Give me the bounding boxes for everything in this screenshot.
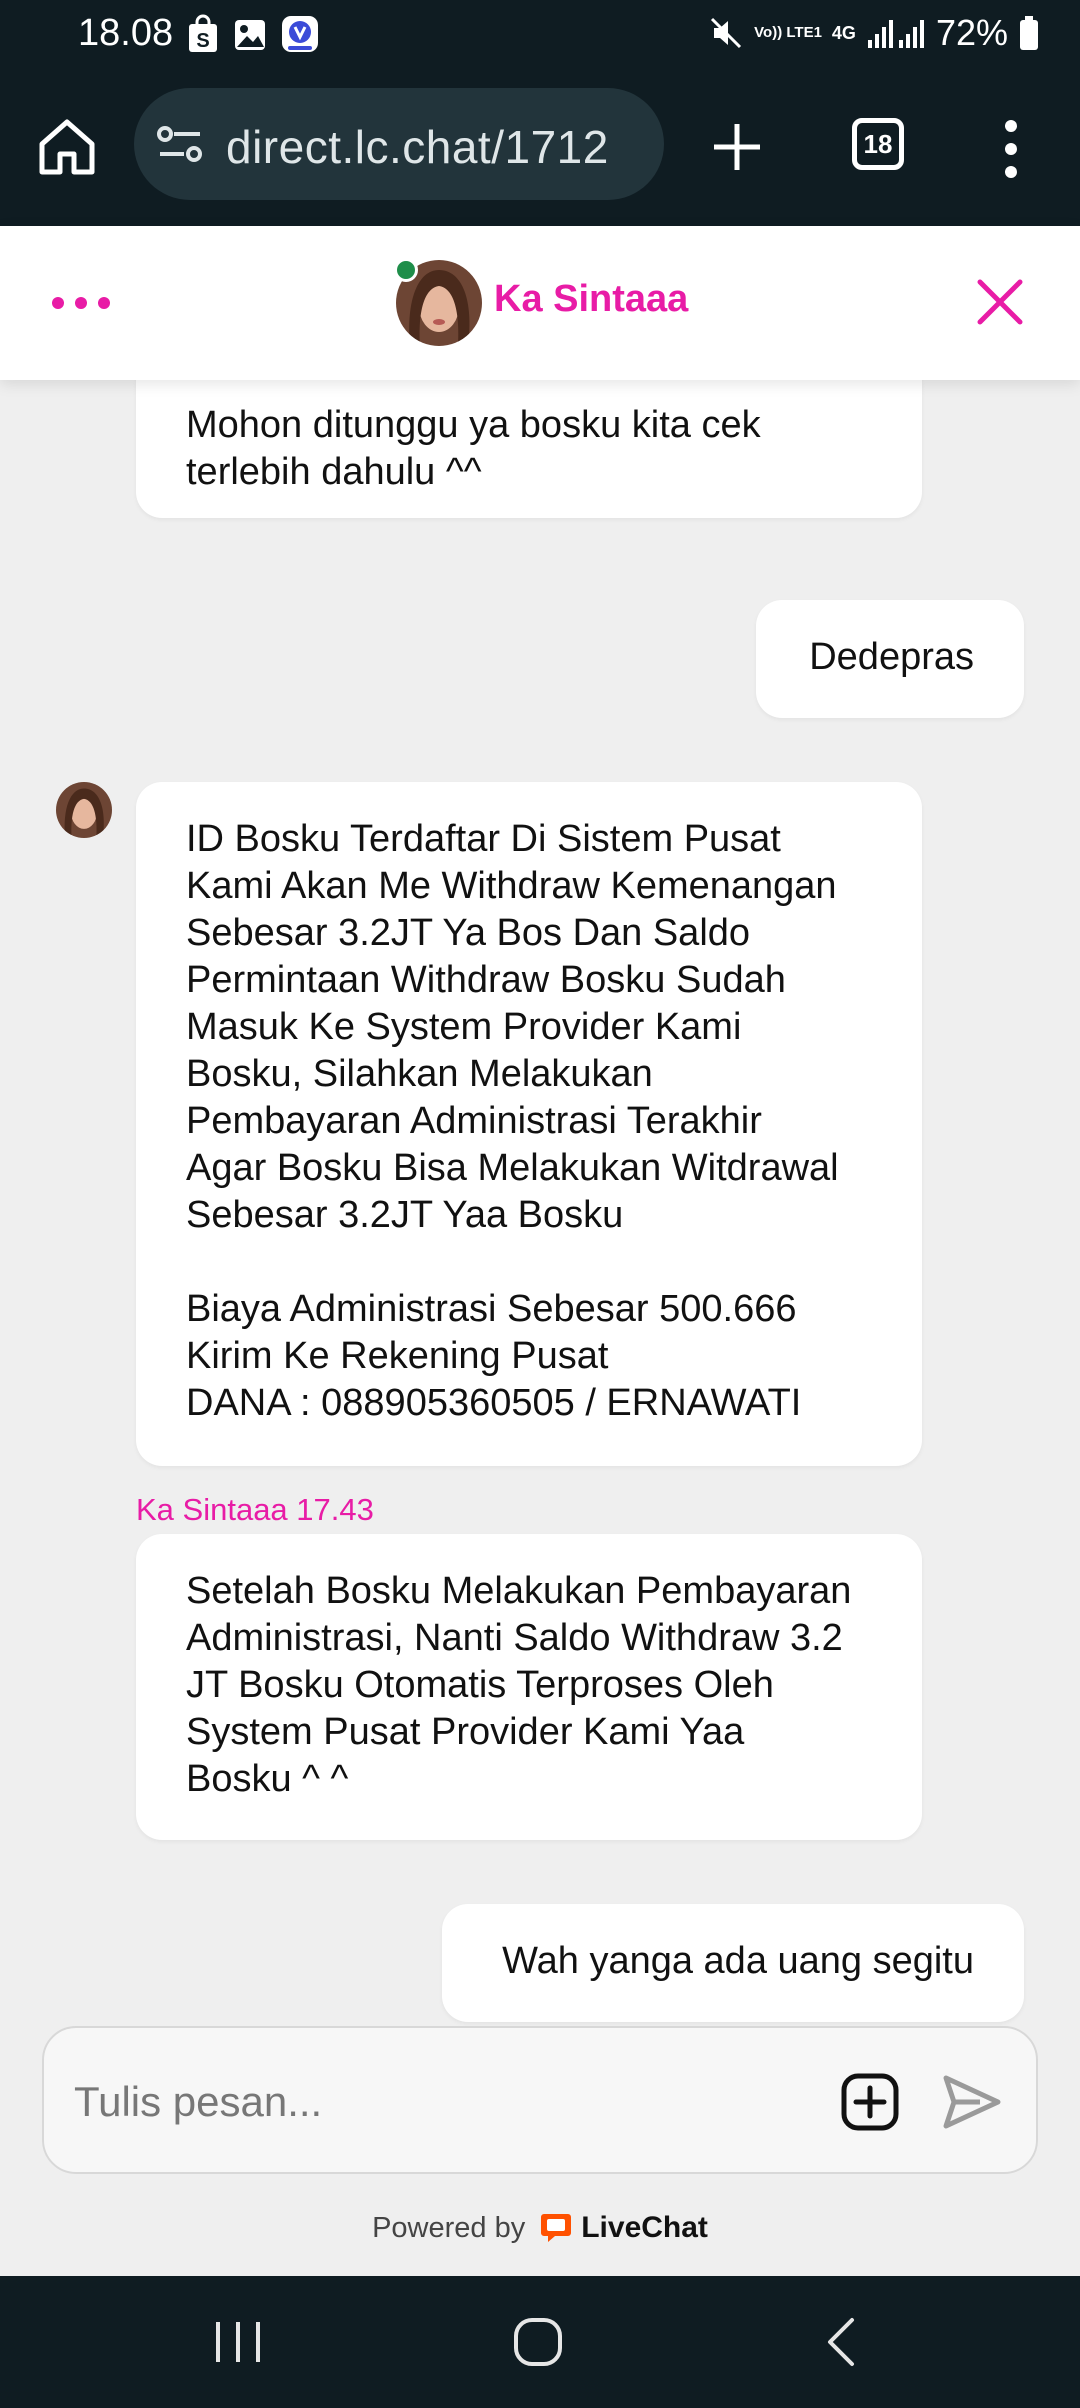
signal-icon <box>866 16 926 50</box>
notification-icons <box>186 14 320 54</box>
message-line: Kirim Ke Rekening Pusat <box>186 1335 609 1377</box>
message-input[interactable] <box>74 2072 814 2132</box>
message-line: Biaya Administrasi Sebesar 500.666 <box>186 1288 797 1330</box>
message-line: Pembayaran Administrasi Terakhir <box>186 1100 762 1142</box>
message-text: Dedepras <box>809 636 974 678</box>
app-notification-icon <box>280 14 320 54</box>
status-bar <box>0 0 1080 72</box>
volte-label: Vo)) LTE1 <box>754 24 822 41</box>
message-line: Setelah Bosku Melakukan Pembayaran <box>186 1570 852 1612</box>
back-icon[interactable] <box>820 2314 860 2370</box>
more-horiz-icon[interactable] <box>48 278 114 328</box>
battery-percent: 72% <box>935 12 1008 53</box>
online-indicator <box>394 258 418 282</box>
message-line: Sebesar 3.2JT Yaa Bosku <box>186 1194 624 1236</box>
home-nav-icon[interactable] <box>508 2312 568 2372</box>
send-icon[interactable] <box>940 2070 1004 2134</box>
plus-icon[interactable] <box>704 114 770 180</box>
tab-count: 18 <box>863 128 893 159</box>
message-line: JT Bosku Otomatis Terproses Oleh <box>186 1664 774 1706</box>
agent-message <box>136 782 922 1466</box>
more-vert-icon[interactable] <box>996 116 1026 182</box>
user-message <box>442 1904 1024 2022</box>
message-line: Bosku, Silahkan Melakukan <box>186 1053 653 1095</box>
message-text: Wah yanga ada uang segitu <box>502 1940 974 1982</box>
shopping-bag-icon <box>186 14 220 54</box>
status-time: 18.08 <box>78 12 174 54</box>
agent-message <box>136 380 922 518</box>
livechat-brand: LiveChat <box>581 2211 708 2244</box>
recents-icon[interactable] <box>208 2314 268 2370</box>
message-line: System Pusat Provider Kami Yaa <box>186 1711 745 1753</box>
message-line: Masuk Ke System Provider Kami <box>186 1006 742 1048</box>
message-line: Administrasi, Nanti Saldo Withdraw 3.2 <box>186 1617 843 1659</box>
network-label <box>754 25 822 41</box>
message-line: Mohon ditunggu ya bosku kita cek <box>186 404 761 446</box>
status-right <box>708 12 1040 54</box>
livechat-logo-icon <box>539 2211 573 2245</box>
tab-switcher-button[interactable] <box>852 118 904 170</box>
message-author-time: Ka Sintaaa 17.43 <box>136 1492 374 1527</box>
message-line: Kami Akan Me Withdraw Kemenangan <box>186 865 837 907</box>
mute-icon <box>708 15 744 51</box>
message-line: terlebih dahulu ^^ <box>186 451 482 493</box>
message-line: DANA : 088905360505 / ERNAWATI <box>186 1382 802 1424</box>
browser-toolbar <box>0 72 1080 226</box>
svg-text:S: S <box>196 30 210 52</box>
agent-message <box>136 1534 922 1840</box>
add-attachment-icon[interactable] <box>840 2072 900 2132</box>
gallery-icon <box>232 14 268 54</box>
livechat-link[interactable] <box>539 2211 708 2245</box>
agent-name: Ka Sintaaa <box>494 278 689 320</box>
chat-header <box>0 226 1080 380</box>
network-type: 4G <box>831 22 856 43</box>
user-message <box>756 600 1024 718</box>
chat-messages[interactable] <box>0 380 1080 2030</box>
battery-icon <box>1018 15 1040 51</box>
message-composer <box>42 2026 1038 2174</box>
address-bar[interactable] <box>134 88 664 200</box>
line-gap <box>186 1239 872 1286</box>
close-icon[interactable] <box>972 274 1028 330</box>
site-settings-icon[interactable] <box>156 124 204 164</box>
powered-by <box>0 2204 1080 2252</box>
android-nav-bar <box>0 2276 1080 2408</box>
home-icon[interactable] <box>34 114 100 180</box>
message-line: ID Bosku Terdaftar Di Sistem Pusat <box>186 818 781 860</box>
message-line: Sebesar 3.2JT Ya Bos Dan Saldo <box>186 912 751 954</box>
agent-avatar <box>56 782 112 838</box>
message-line: Bosku ^ ^ <box>186 1758 349 1800</box>
url-text[interactable]: direct.lc.chat/1712 <box>226 121 609 173</box>
message-line: Agar Bosku Bisa Melakukan Witdrawal <box>186 1147 839 1189</box>
message-line: Permintaan Withdraw Bosku Sudah <box>186 959 786 1001</box>
powered-by-text: Powered by <box>372 2211 526 2244</box>
